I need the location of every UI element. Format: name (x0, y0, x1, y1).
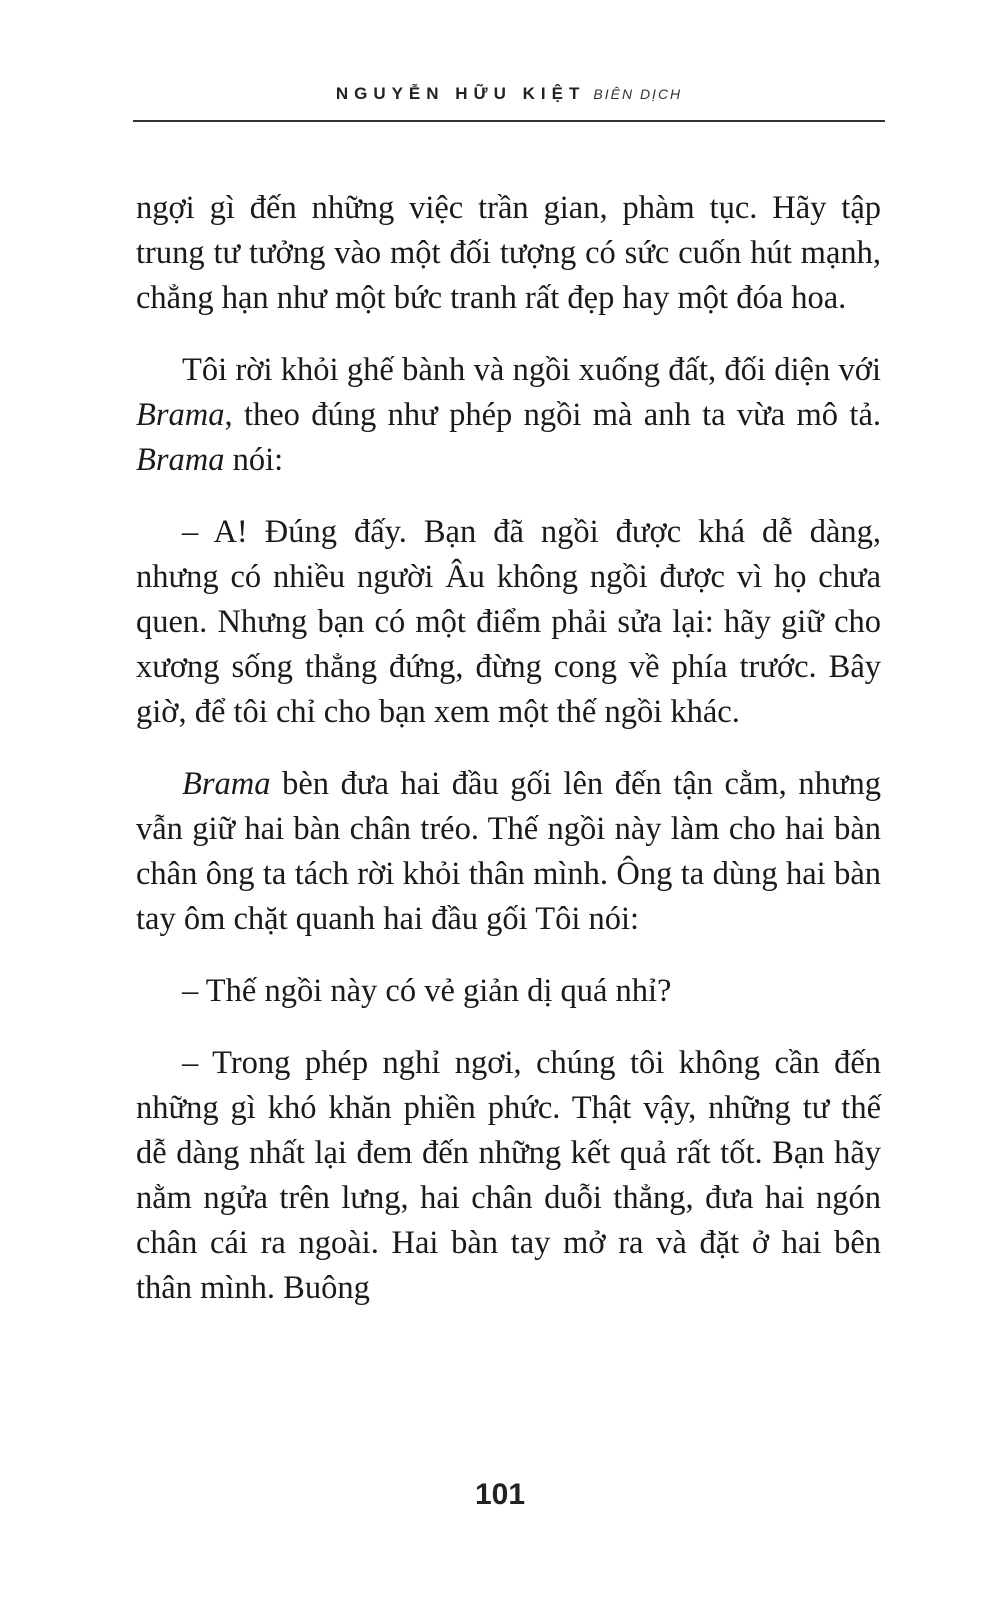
paragraph-1: ngợi gì đến những việc trần gian, phàm tục. Hãy tập trung tư tưởng vào một đối tượng có sức cuốn hút mạnh, chẳng hạn như một bức tranh rất đẹp hay một đóa hoa. (136, 190, 881, 316)
paragraph-4 (136, 762, 881, 942)
paragraph-4-rest: bèn đưa hai đầu gối lên đến tận cằm, nhưng vẫn giữ hai bàn chân tréo. Thế ngồi này làm cho hai bàn chân ông ta tách rời khỏi thân mình. Ông ta dùng hai bàn tay ôm chặt quanh hai đầu gối Tôi nói: (136, 766, 881, 937)
paragraph-3: – A! Đúng đấy. Bạn đã ngồi được khá dễ dàng, nhưng có nhiều người Âu không ngồi được vì họ chưa quen. Nhưng bạn có một điểm phải sửa lại: hãy giữ cho xương sống thẳng đứng, đừng cong về phía trước. Bây giờ, để tôi chỉ cho bạn xem một thế ngồi khác. (136, 514, 881, 730)
paragraph-4-name: Brama (182, 766, 271, 802)
paragraph-2-name-1: Brama (136, 397, 225, 433)
paragraph-6: – Trong phép nghỉ ngơi, chúng tôi không cần đến những gì khó khăn phiền phức. Thật vậy, những tư thế dễ dàng nhất lại đem đến những kết quả rất tốt. Bạn hãy nằm ngửa trên lưng, hai chân duỗi thẳng, đưa hai ngón chân cái ra ngoài. Hai bàn tay mở ra và đặt ở hai bên thân mình. Buông (136, 1045, 881, 1306)
paragraph-2 (136, 348, 881, 483)
paragraph-2-part-3: nói: (224, 442, 284, 478)
body-text (136, 186, 881, 1338)
header-rule (133, 120, 885, 122)
paragraph-2-name-2: Brama (136, 442, 225, 478)
paragraph-2-part-2: , theo đúng như phép ngồi mà anh ta vừa mô tả. (224, 397, 881, 433)
header-role: BIÊN DỊCH (593, 86, 683, 102)
paragraph-2-part-1: Tôi rời khỏi ghế bành và ngồi xuống đất, đối diện với (182, 352, 881, 388)
running-header (133, 84, 885, 104)
paragraph-5: – Thế ngồi này có vẻ giản dị quá nhỉ? (182, 973, 672, 1009)
page-number: 101 (474, 1478, 526, 1511)
header-author: NGUYỄN HỮU KIỆT (335, 84, 586, 103)
